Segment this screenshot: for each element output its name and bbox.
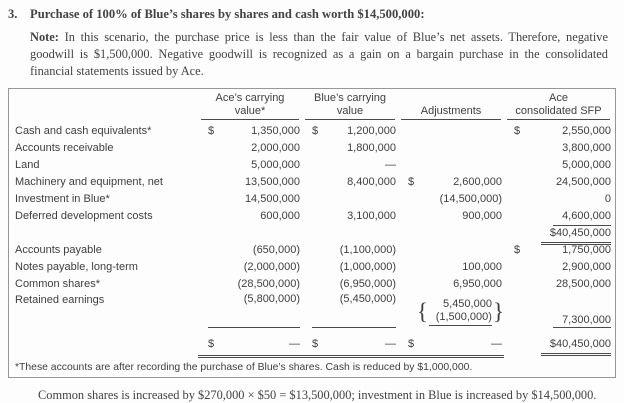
cell-value: 2,550,000 <box>562 125 611 137</box>
cell-value: 5,000,000 <box>562 159 611 171</box>
cell-value: 1,750,000 <box>562 244 611 256</box>
cell-value: 13,500,000 <box>244 176 300 188</box>
row-label: Retained earnings <box>15 294 105 306</box>
adjustment-brace-group <box>398 293 504 331</box>
cell-blue-carrying-value <box>302 157 398 174</box>
table-row <box>15 157 610 174</box>
cell-value: 7,300,000 <box>553 314 611 328</box>
cell-value: 3,800,000 <box>562 142 611 154</box>
cell-value: 1,350,000 <box>251 125 300 137</box>
row-label <box>15 336 198 356</box>
row-label: Land <box>15 159 40 171</box>
cell-value: (1,100,000) <box>339 244 396 256</box>
cell-value: — <box>491 338 502 350</box>
cell-value: 3,100,000 <box>347 210 396 222</box>
cell-consolidated-sfp <box>504 259 613 276</box>
cell-blue-carrying-value <box>302 336 398 356</box>
header-adjustments: Adjustments <box>398 92 504 120</box>
table-body <box>15 123 610 293</box>
table-row <box>15 191 610 208</box>
cell-value: 0 <box>604 193 611 205</box>
item-title: Purchase of 100% of Blue’s shares by shares and cash worth $14,500,000: <box>30 7 425 21</box>
cell-consolidated-sfp <box>504 123 613 140</box>
cell-adjustments <box>398 242 504 259</box>
currency-sign: $ <box>208 125 215 137</box>
cell-value: 6,950,000 <box>453 278 502 290</box>
cell-value: — <box>385 159 396 171</box>
cell-adjustments <box>398 208 504 226</box>
cell-blue-carrying-value <box>302 225 398 243</box>
cell-value: — <box>289 338 300 350</box>
cell-ace-carrying-value <box>198 293 302 331</box>
cell-blue-carrying-value <box>302 191 398 208</box>
currency-sign: $ <box>514 125 521 137</box>
cell-consolidated-sfp <box>504 336 613 356</box>
cell-adjustments <box>398 336 504 356</box>
cell-value: (6,950,000) <box>339 278 396 290</box>
cell-ace-carrying-value <box>198 225 302 243</box>
cell-ace-carrying-value <box>198 259 302 276</box>
cell-value: 2,900,000 <box>562 261 611 273</box>
table-row <box>15 242 610 259</box>
cell-consolidated-sfp <box>504 293 613 331</box>
cell-ace-carrying-value <box>198 208 302 226</box>
cell-value: (650,000) <box>252 244 300 256</box>
consolidation-table <box>8 88 616 378</box>
header-blue-carrying-value: Blue’s carrying value <box>302 92 398 120</box>
adjustment-line-1: 5,450,000 <box>443 297 492 310</box>
cell-ace-carrying-value <box>198 276 302 293</box>
cell-value: 2,600,000 <box>453 176 502 188</box>
cell-consolidated-sfp <box>504 208 613 226</box>
cell-adjustments <box>398 123 504 140</box>
item-number: 3. <box>8 7 18 21</box>
cell-consolidated-sfp <box>504 191 613 208</box>
cell-adjustments <box>398 191 504 208</box>
cell-ace-carrying-value <box>198 123 302 140</box>
cell-blue-carrying-value <box>302 293 398 331</box>
row-label: Machinery and equipment, net <box>15 176 163 188</box>
cell-value: 100,000 <box>462 261 502 273</box>
cell-consolidated-sfp <box>504 276 613 293</box>
cell-adjustments <box>398 157 504 174</box>
row-label: Accounts receivable <box>15 142 114 154</box>
sum-rule <box>208 327 300 328</box>
cell-blue-carrying-value <box>302 276 398 293</box>
cell-consolidated-sfp <box>504 225 613 243</box>
cell-consolidated-sfp <box>504 174 613 191</box>
cell-adjustments <box>398 293 504 331</box>
cell-consolidated-sfp <box>504 157 613 174</box>
cell-value: 14,500,000 <box>244 193 300 205</box>
header-ace-consolidated-sfp: Ace consolidated SFP <box>504 92 613 120</box>
item-heading <box>8 6 616 22</box>
cell-value: 1,800,000 <box>347 142 396 154</box>
header-ace-carrying-value: Ace’s carrying value* <box>198 92 302 120</box>
header-spacer <box>15 92 198 120</box>
cell-blue-carrying-value <box>302 174 398 191</box>
cell-value: — <box>385 338 396 350</box>
cell-value: (28,500,000) <box>237 278 300 290</box>
close-brace: } <box>492 298 504 324</box>
note-label: Note: <box>30 30 59 44</box>
table-row <box>15 259 610 276</box>
cell-ace-carrying-value <box>198 157 302 174</box>
adjustment-line-2: (1,500,000) <box>429 311 492 326</box>
currency-sign: $ <box>408 176 415 188</box>
cell-value: 600,000 <box>260 210 300 222</box>
table-row <box>15 276 610 293</box>
sum-rule <box>312 327 396 328</box>
cell-adjustments <box>398 225 504 243</box>
cell-blue-carrying-value <box>302 259 398 276</box>
cell-value: 900,000 <box>462 210 502 222</box>
cell-value: (2,000,000) <box>243 261 300 273</box>
cell-value: 1,200,000 <box>347 125 396 137</box>
cell-adjustments <box>398 259 504 276</box>
row-label <box>15 225 198 243</box>
cell-adjustments <box>398 140 504 157</box>
cell-value: 2,000,000 <box>251 142 300 154</box>
table-row <box>15 208 610 225</box>
cell-ace-carrying-value <box>198 140 302 157</box>
cell-value: (1,000,000) <box>339 261 396 273</box>
cell-blue-carrying-value <box>302 123 398 140</box>
cell-adjustments <box>398 276 504 293</box>
cell-adjustments <box>398 174 504 191</box>
table-header-row <box>15 92 610 120</box>
cell-value: 4,600,000 <box>553 208 611 226</box>
currency-sign: $ <box>208 338 215 350</box>
table-row-retained-earnings <box>15 293 610 331</box>
currency-sign: $ <box>312 338 319 350</box>
cell-blue-carrying-value <box>302 140 398 157</box>
note-text: In this scenario, the purchase price is less than the fair value of Blue’s net assets. Therefore, negative goodwill is $1,500,000. Negative goodwill is recognized as a gain on a bargain purchase in the consolidated financial statements issued by Ace. <box>30 30 608 78</box>
currency-sign: $ <box>408 338 415 350</box>
table-row-totals <box>15 336 610 356</box>
open-brace: { <box>416 298 428 324</box>
row-label: Notes payable, long-term <box>15 261 138 273</box>
table-row <box>15 225 610 242</box>
cell-value: (5,800,000) <box>243 293 300 305</box>
cell-value: 5,000,000 <box>251 159 300 171</box>
table-row <box>15 174 610 191</box>
row-label: Common shares* <box>15 278 100 290</box>
table-row <box>15 123 610 140</box>
cell-ace-carrying-value <box>198 174 302 191</box>
row-label: Investment in Blue* <box>15 193 110 205</box>
cell-value: (14,500,000) <box>439 193 502 205</box>
row-label: Cash and cash equivalents* <box>15 125 152 137</box>
cell-ace-carrying-value <box>198 336 302 356</box>
currency-sign: $ <box>312 125 319 137</box>
row-label: Accounts payable <box>15 244 102 256</box>
cell-consolidated-sfp <box>504 140 613 157</box>
table-footnote: *These accounts are after recording the purchase of Blue’s shares. Cash is reduced by $1,000,000. <box>15 362 473 373</box>
cell-value: $40,450,000 <box>541 225 611 243</box>
closing-paragraph: Common shares is increased by $270,000 × $50 = $13,500,000; investment in Blue is increased by $14,500,000. <box>38 388 597 402</box>
cell-value: (5,450,000) <box>339 293 396 305</box>
cell-value: 24,500,000 <box>555 176 611 188</box>
cell-value: $40,450,000 <box>541 336 611 354</box>
cell-ace-carrying-value <box>198 191 302 208</box>
table-row <box>15 140 610 157</box>
row-label: Deferred development costs <box>15 210 153 222</box>
cell-blue-carrying-value <box>302 242 398 259</box>
cell-value: 28,500,000 <box>555 278 611 290</box>
cell-blue-carrying-value <box>302 208 398 226</box>
currency-sign: $ <box>514 244 521 256</box>
cell-value: 8,400,000 <box>347 176 396 188</box>
cell-ace-carrying-value <box>198 242 302 259</box>
note-paragraph <box>30 29 608 80</box>
